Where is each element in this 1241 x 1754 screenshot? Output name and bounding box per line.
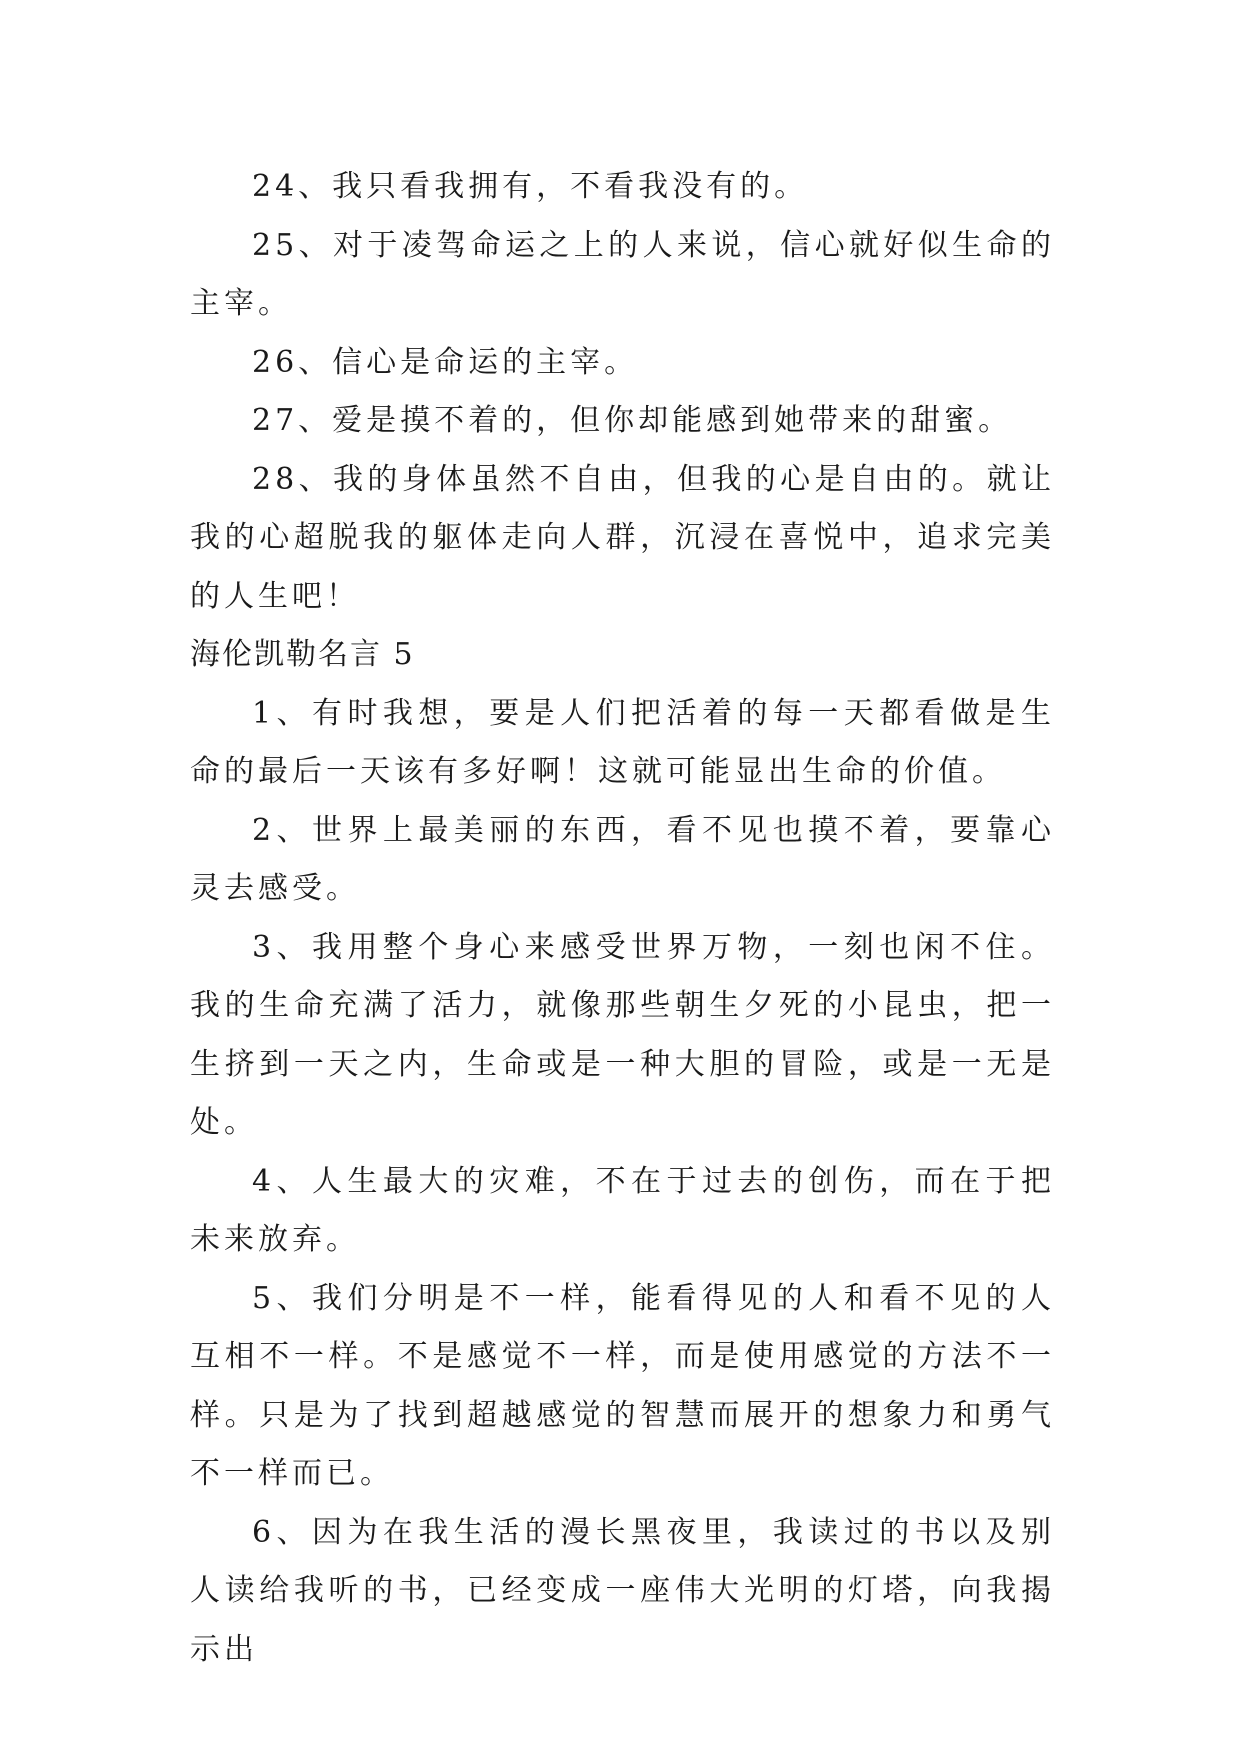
quote-paragraph-25: 25、对于凌驾命运之上的人来说，信心就好似生命的主宰。: [190, 227, 1055, 321]
quote-paragraph-5: 5、我们分明是不一样，能看得见的人和看不见的人互相不一样。不是感觉不一样，而是使用感觉的方法不一样。只是为了找到超越感觉的智慧而展开的想象力和勇气不一样而已。: [190, 1280, 1055, 1491]
quote-paragraph-26: 26、信心是命运的主宰。: [252, 344, 639, 380]
quote-paragraph-24: 24、我只看我拥有，不看我没有的。: [252, 169, 809, 204]
quote-paragraph-4: 4、人生最大的灾难，不在于过去的创伤，而在于把未来放弃。: [190, 1163, 1055, 1257]
quote-paragraph-2: 2、世界上最美丽的东西，看不见也摸不着，要靠心灵去感受。: [190, 812, 1055, 906]
quote-paragraph-6: 6、因为在我生活的漫长黑夜里，我读过的书以及别人读给我听的书，已经变成一座伟大光明的灯塔，向我揭示出: [190, 1514, 1055, 1667]
section-heading: 海伦凯勒名言 5: [190, 637, 415, 672]
quote-paragraph-28: 28、我的身体虽然不自由，但我的心是自由的。就让我的心超脱我的躯体走向人群，沉浸在喜悦中，追求完美的人生吧！: [190, 461, 1055, 614]
quote-paragraph-1: 1、有时我想，要是人们把活着的每一天都看做是生命的最后一天该有多好啊！这就可能显出生命的价值。: [190, 695, 1055, 789]
quote-paragraph-3: 3、我用整个身心来感受世界万物，一刻也闲不住。我的生命充满了活力，就像那些朝生夕死的小昆虫，把一生挤到一天之内，生命或是一种大胆的冒险，或是一无是处。: [190, 929, 1055, 1140]
document-body: [190, 158, 1055, 1679]
quote-paragraph-27: 27、爱是摸不着的，但你却能感到她带来的甜蜜。: [252, 403, 1013, 438]
